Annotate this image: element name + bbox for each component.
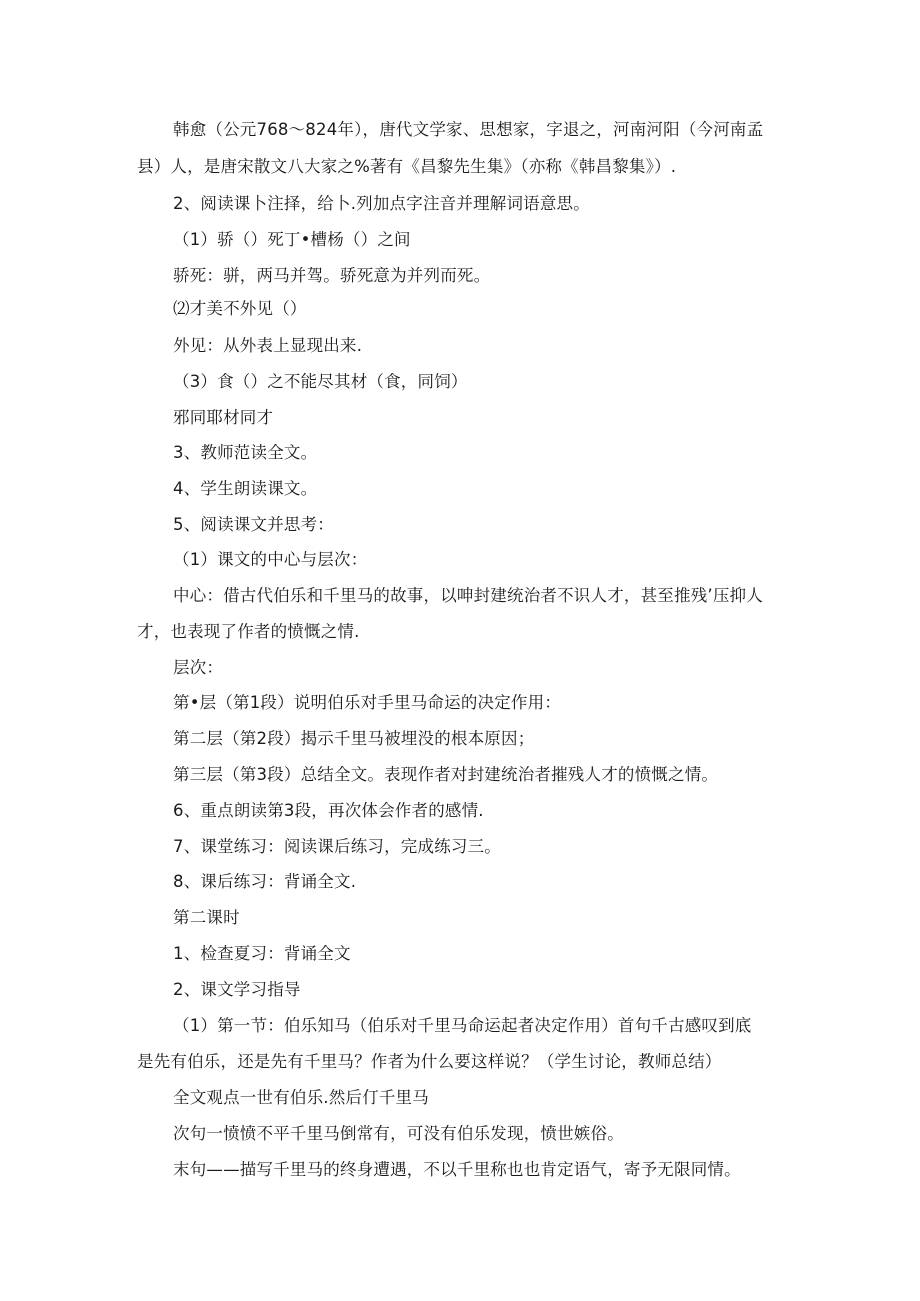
text-line-24: 1、检查夏习：背诵全文 bbox=[173, 944, 351, 963]
text-line-26: （1）第一节：伯乐知马（伯乐对千里马命运起者决定作用）首句千古感叹到底 bbox=[173, 1016, 752, 1035]
text-line-2: 县）人，是唐宋散文八大家之%著有《昌黎先生集》（亦称《韩昌黎集》）. bbox=[137, 157, 677, 176]
text-line-23: 第二课时 bbox=[173, 908, 240, 927]
text-line-9: 邪同耶材同才 bbox=[173, 408, 274, 427]
text-line-8: （3）食（）之不能尽其材（食，同饲） bbox=[173, 372, 468, 391]
text-line-21: 7、课堂练习：阅读课后练习，完成练习三。 bbox=[173, 837, 501, 856]
text-line-6: ⑵才美不外见（） bbox=[173, 299, 307, 318]
text-line-14: 中心：借古代伯乐和千里马的故事，以呻封建统治者不识人才，甚至推残’压抑人 bbox=[173, 586, 763, 605]
text-line-28: 全文观点一世有伯乐.然后仃千里马 bbox=[173, 1088, 429, 1107]
text-line-20: 6、重点朗读第3段，再次体会作者的感情. bbox=[173, 801, 484, 820]
text-line-25: 2、课文学习指导 bbox=[173, 980, 301, 999]
text-line-10: 3、教师范读全文。 bbox=[173, 443, 318, 462]
text-line-15: 才，也表现了作者的愤慨之情. bbox=[137, 622, 360, 641]
text-line-13: （1）课文的中心与层次： bbox=[173, 550, 368, 569]
text-line-19: 第三层（第3段）总结全文。表现作者对封建统治者摧残人才的愤慨之情。 bbox=[173, 765, 719, 784]
text-line-30: 末句——描写千里马的终身遭遇，不以千里称也也肯定语气，寄予无限同情。 bbox=[173, 1160, 741, 1179]
text-line-1: 韩愈（公元768〜824年），唐代文学家、思想家，字退之，河南河阳（今河南孟 bbox=[173, 120, 764, 139]
text-line-18: 第二层（第2段）揭示千里马被埋没的根本原因； bbox=[173, 729, 535, 748]
text-line-22: 8、课后练习：背诵全文. bbox=[173, 872, 357, 891]
text-line-11: 4、学生朗读课文。 bbox=[173, 479, 318, 498]
text-line-12: 5、阅读课文并思考： bbox=[173, 515, 334, 534]
text-line-27: 是先有伯乐，还是先有千里马？作者为什么要这样说？（学生讨论，教师总结） bbox=[137, 1052, 722, 1071]
text-line-16: 层次： bbox=[173, 658, 224, 677]
text-line-5: 骄死：骈，两马并驾。骄死意为并列而死。 bbox=[173, 266, 491, 285]
text-line-29: 次句一愤愤不平千里马倒常有，可没有伯乐发现，愤世嫉俗。 bbox=[173, 1124, 624, 1143]
text-line-3: 2、阅读课卜注择，给卜.列加点字注音并理解词语意思。 bbox=[173, 194, 590, 213]
text-line-17: 第•层（第1段）说明伯乐对手里马命运的决定作用： bbox=[173, 693, 562, 712]
text-line-4: （1）骄（）死丁•槽杨（）之间 bbox=[173, 230, 411, 249]
text-line-7: 外见：从外表上显现出来. bbox=[173, 336, 363, 355]
